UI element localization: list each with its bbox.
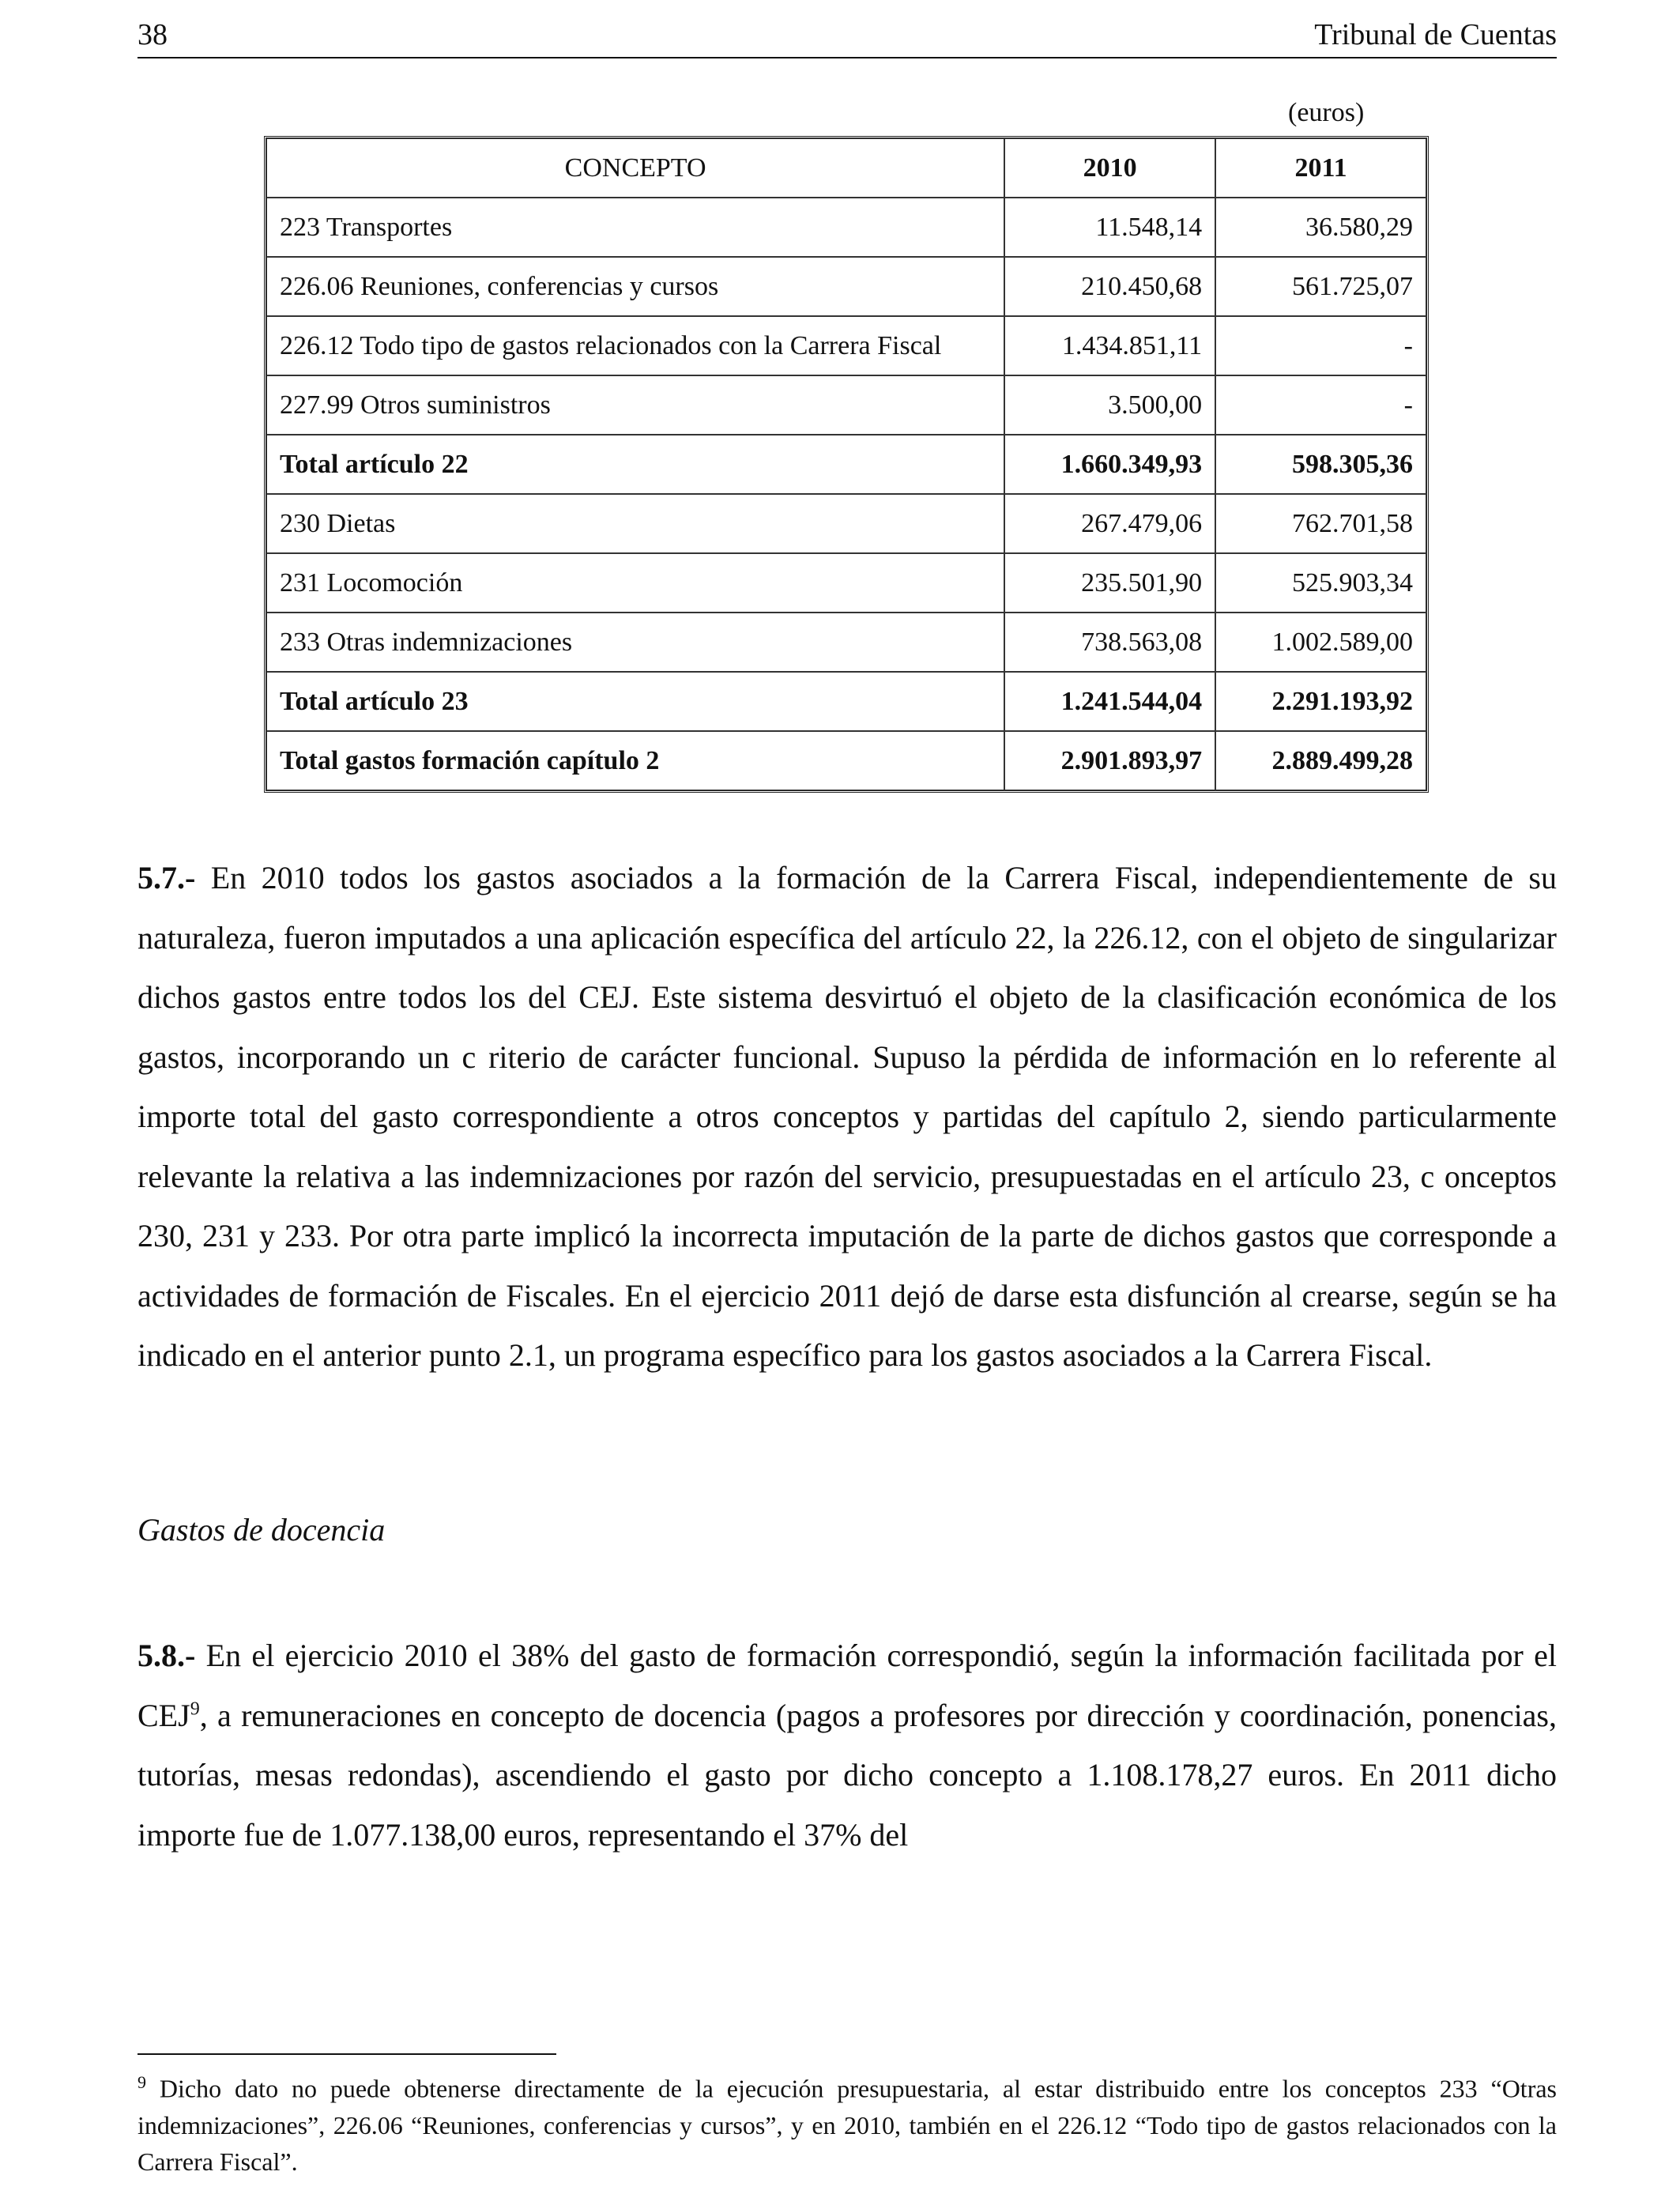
page-header [137,17,1557,57]
cell-2010: 11.548,14 [1004,198,1215,257]
footnote-text: Dicho dato no puede obtenerse directamente de la ejecución presupuestaria, al estar distribuido entre los conceptos 233 “Otras indemnizaciones”, 226.06 “Reuniones, conferencias y cursos”, y en 2010, también en el 226.12 “Todo tipo de gastos relacionados con la Carrera Fiscal”. [137,2074,1558,2176]
footnote-marker: 9 [137,2072,146,2092]
footnote-reference[interactable]: 9 [190,1698,200,1720]
section-5-7-paragraph [137,848,1557,1385]
running-title: Tribunal de Cuentas [1314,18,1557,51]
section-5-7 [137,848,1557,1385]
table-row [266,316,1426,375]
footnote [137,2064,1557,2180]
header-rule [137,57,1557,58]
cell-concepto: 223 Transportes [266,198,1004,257]
column-header-concepto: CONCEPTO [266,138,1004,198]
section-5-8 [137,1626,1557,1864]
table-total-row [266,731,1426,790]
table-row [266,375,1426,435]
cell-2010: 2.901.893,97 [1004,731,1215,790]
table-row [266,613,1426,672]
cell-concepto: Total gastos formación capítulo 2 [266,731,1004,790]
table-total-row [266,435,1426,494]
cell-2011: - [1215,375,1426,435]
cell-concepto: 227.99 Otros suministros [266,375,1004,435]
cell-2010: 3.500,00 [1004,375,1215,435]
cell-concepto: 230 Dietas [266,494,1004,553]
section-5-8-number: 5.8.- [137,1638,196,1673]
cell-concepto: 231 Locomoción [266,553,1004,613]
table-header-row [266,138,1426,198]
cell-2010: 267.479,06 [1004,494,1215,553]
cell-concepto: Total artículo 22 [266,435,1004,494]
cell-2010: 210.450,68 [1004,257,1215,316]
cell-2011: 762.701,58 [1215,494,1426,553]
table-row [266,494,1426,553]
cell-2010: 738.563,08 [1004,613,1215,672]
page-number: 38 [137,18,168,51]
cell-concepto: 226.06 Reuniones, conferencias y cursos [266,257,1004,316]
section-5-8-text-after: , a remuneraciones en concepto de docencia (pagos a profesores por dirección y coordinación, ponencias, tutorías, mesas redondas), ascendiendo el gasto por dicho concepto a 1.108.178,27 euros. En 2011 dicho importe fue de 1.077.138,00 euros, representando el 37% del [137,1697,1557,1853]
subheading-gastos-docencia: Gastos de docencia [137,1512,386,1547]
table-row [266,257,1426,316]
section-5-8-text-before: En el ejercicio 2010 el 38% del gasto de formación correspondió, según la información facilitada por el CEJ [137,1638,1558,1733]
footnote-separator [137,2053,556,2055]
column-header-2010: 2010 [1004,138,1215,198]
section-5-7-text: En 2010 todos los gastos asociados a la formación de la Carrera Fiscal, independientemente de su naturaleza, fueron imputados a una aplicación específica del artículo 22, la 226.12, con el objeto de singularizar dichos gastos entre todos los del CEJ. Este sistema desvirtuó el objeto de la clasificación económica de los gastos, incorporando un c riterio de carácter funcional. Supuso la pérdida de información en lo referente al importe total del gasto correspondiente a otros conceptos y partidas del capítulo 2, siendo particularmente relevante la relativa a las indemnizaciones por razón del servicio, presupuestadas en el artículo 23, c onceptos 230, 231 y 233. Por otra parte implicó la incorrecta imputación de la parte de dichos gastos que corresponde a actividades de formación de Fiscales. En el ejercicio 2011 dejó de darse esta disfunción al crearse, según se ha indicado en el anterior punto 2.1, un programa específico para los gastos asociados a la Carrera Fiscal. [137,860,1558,1373]
cell-2010: 1.241.544,04 [1004,672,1215,731]
table-total-row [266,672,1426,731]
cell-2011: 2.291.193,92 [1215,672,1426,731]
cell-2010: 1.434.851,11 [1004,316,1215,375]
expenses-table [264,136,1429,793]
cell-2011: 561.725,07 [1215,257,1426,316]
table-row [266,553,1426,613]
table-units: (euros) [1288,98,1365,127]
cell-concepto: 233 Otras indemnizaciones [266,613,1004,672]
cell-2011: 598.305,36 [1215,435,1426,494]
cell-2010: 1.660.349,93 [1004,435,1215,494]
cell-2011: - [1215,316,1426,375]
cell-2011: 1.002.589,00 [1215,613,1426,672]
table-row [266,198,1426,257]
expenses-table-wrapper [264,136,1429,793]
cell-2011: 36.580,29 [1215,198,1426,257]
cell-concepto: 226.12 Todo tipo de gastos relacionados con la Carrera Fiscal [266,316,1004,375]
section-5-7-number: 5.7.- [137,860,196,895]
cell-concepto: Total artículo 23 [266,672,1004,731]
column-header-2011: 2011 [1215,138,1426,198]
cell-2010: 235.501,90 [1004,553,1215,613]
cell-2011: 525.903,34 [1215,553,1426,613]
section-5-8-paragraph [137,1626,1557,1864]
cell-2011: 2.889.499,28 [1215,731,1426,790]
